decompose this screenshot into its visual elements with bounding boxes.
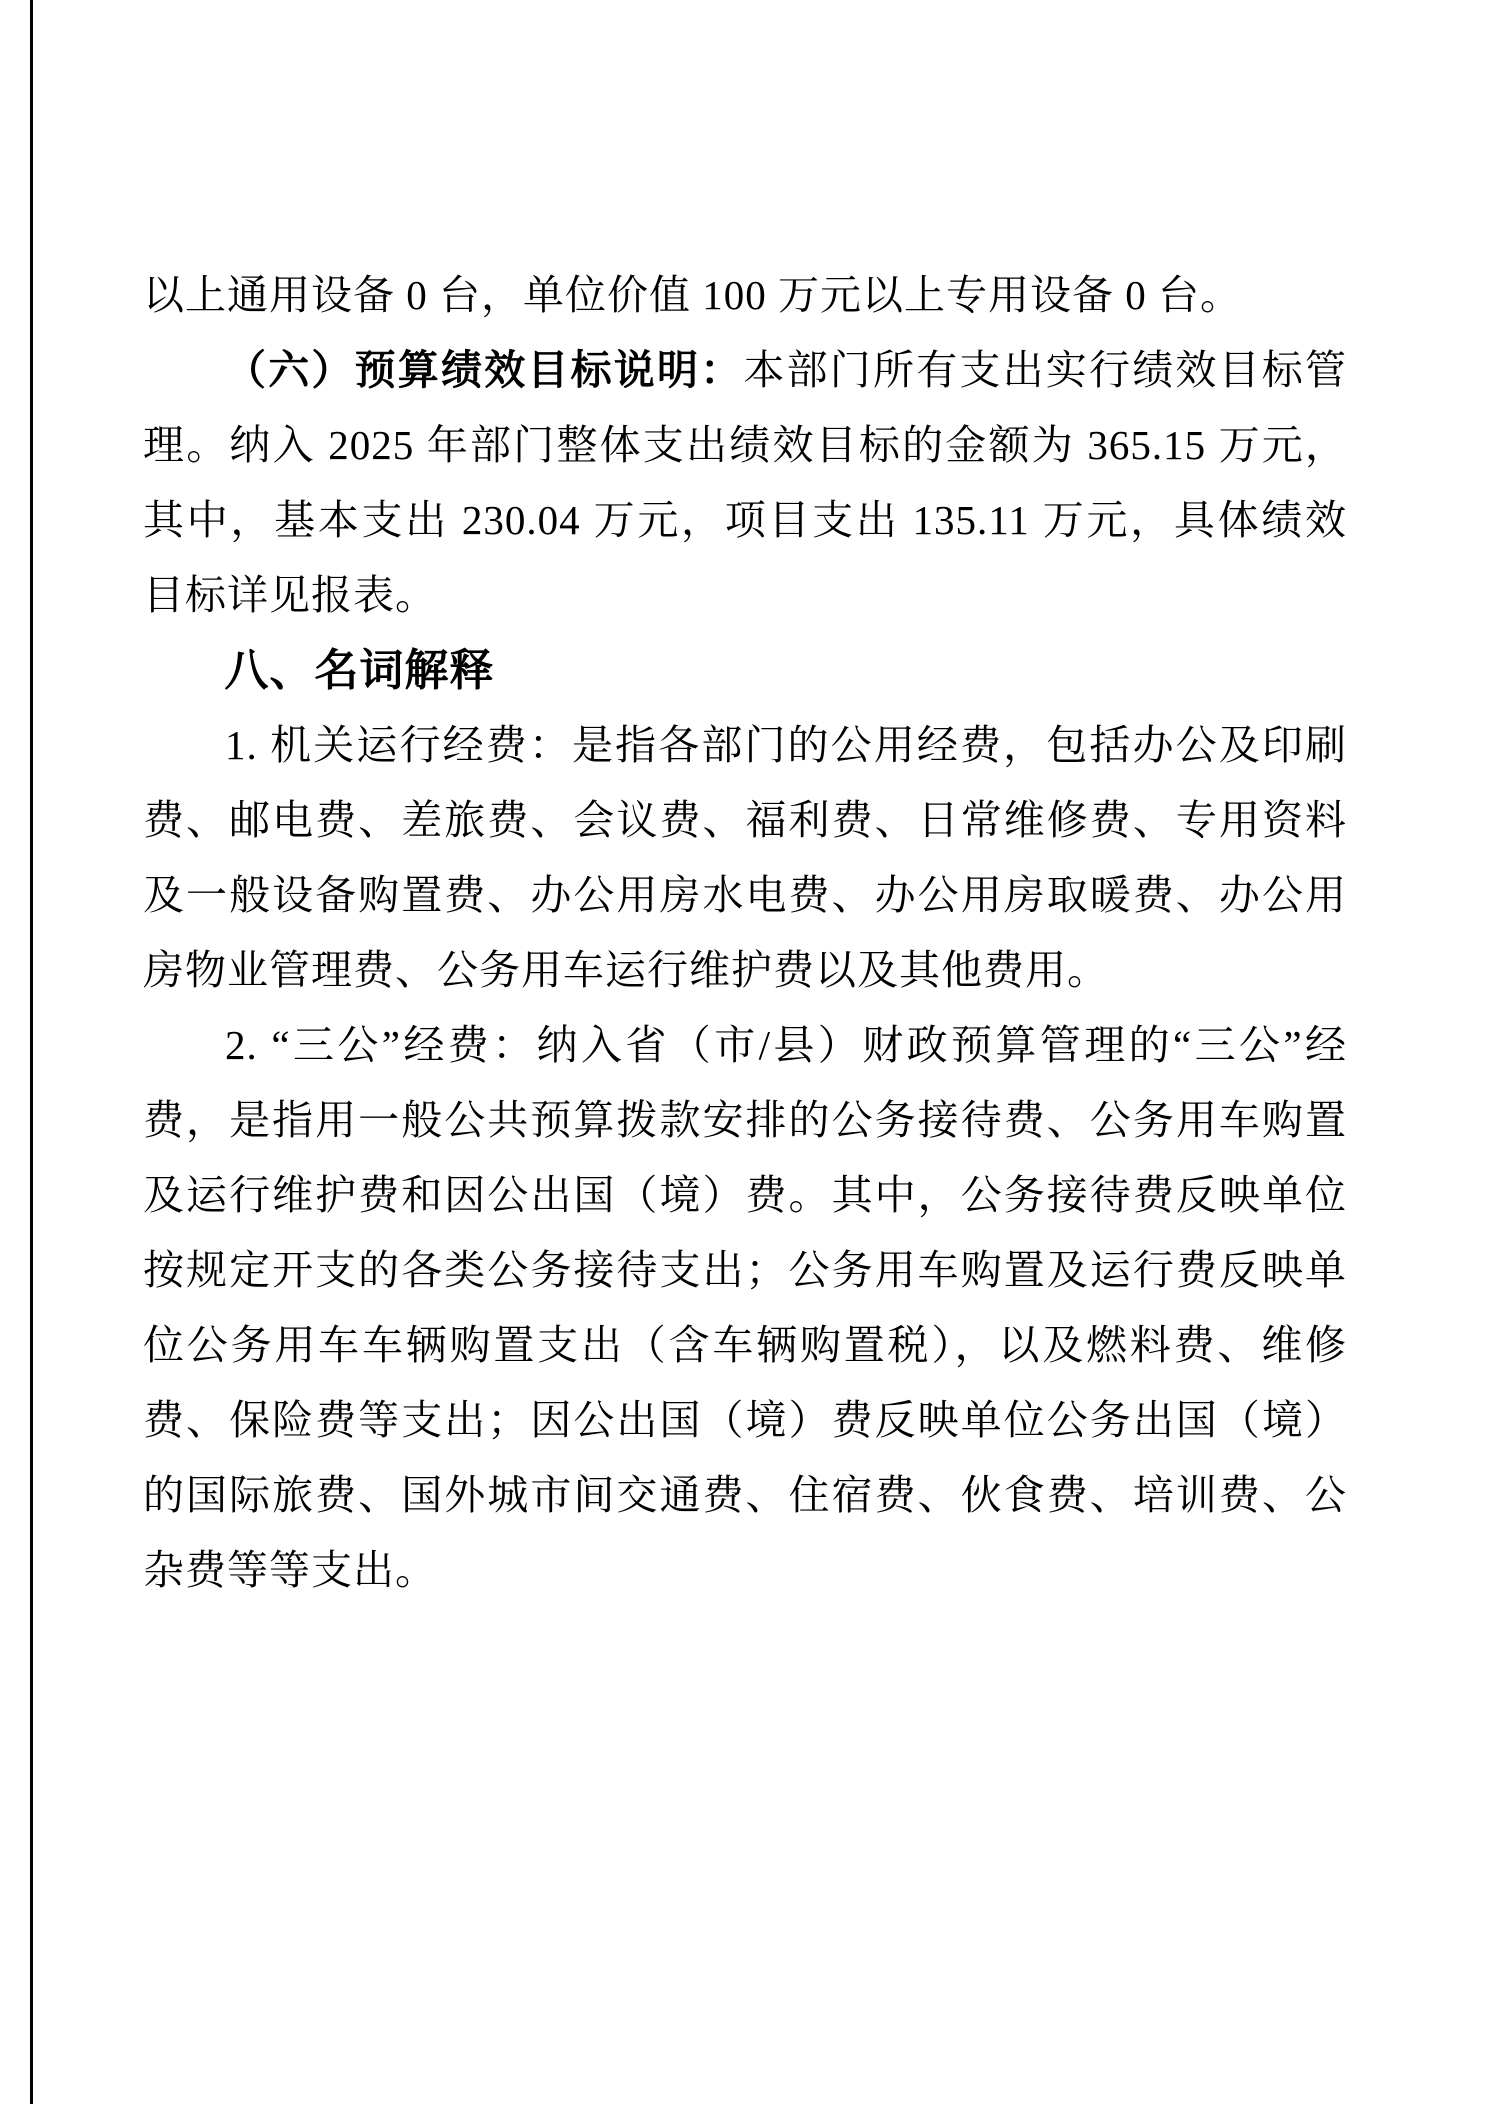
paragraph-equipment-continuation: 以上通用设备 0 台，单位价值 100 万元以上专用设备 0 台。 xyxy=(143,272,1242,318)
section-heading-terms: 八、名词解释 xyxy=(224,645,495,696)
paragraph-lead-bold-label: （六）预算绩效目标说明： xyxy=(225,347,744,393)
paragraph-budget-performance-body: 本部门所有支出实行绩效目标管理。纳入 2025 年部门整体支出绩效目标的金额为 365.15 万元，其中，基本支出 230.04 万元，项目支出 135.11 万元，具体绩效目标详见报表。 xyxy=(143,347,1348,618)
page-edge-line xyxy=(30,0,33,2104)
paragraph-term-three-public-funds: 2. “三公”经费：纳入省（市/县）财政预算管理的“三公”经费，是指用一般公共预算拨款安排的公务接待费、公务用车购置及运行维护费和因公出国（境）费。其中，公务接待费反映单位按规定开支的各类公务接待支出；公务用车购置及运行费反映单位公务用车车辆购置支出（含车辆购置税），以及燃料费、维修费、保险费等支出；因公出国（境）费反映单位公务出国（境）的国际旅费、国外城市间交通费、住宿费、伙食费、培训费、公杂费等等支出。 xyxy=(143,1022,1347,1593)
document-text-block xyxy=(143,258,1347,1608)
paragraph-term-operating-funds: 1. 机关运行经费：是指各部门的公用经费，包括办公及印刷费、邮电费、差旅费、会议费、福利费、日常维修费、专用资料及一般设备购置费、办公用房水电费、办公用房取暖费、办公用房物业管理费、公务用车运行维护费以及其他费用。 xyxy=(143,722,1347,993)
paragraph-budget-performance xyxy=(143,333,1347,633)
